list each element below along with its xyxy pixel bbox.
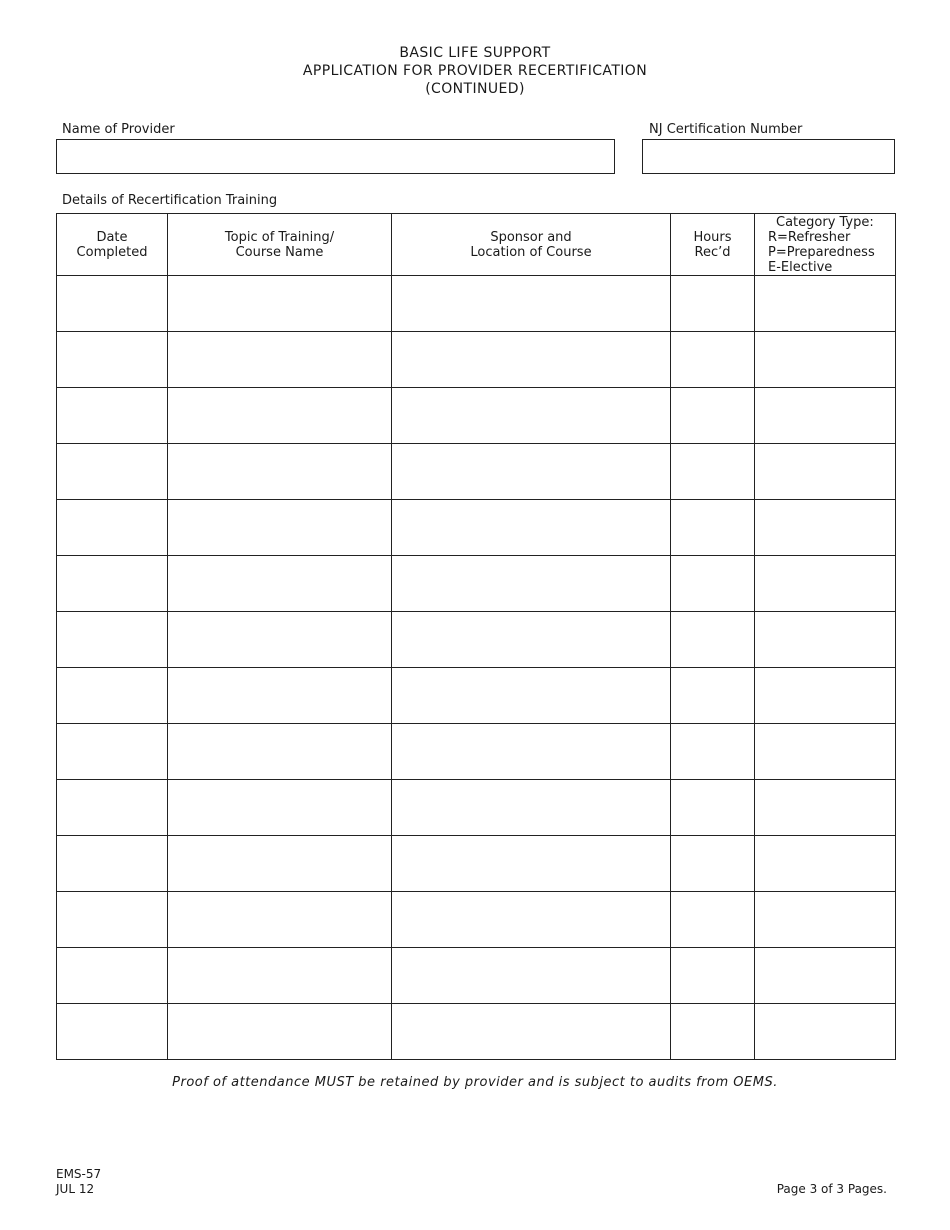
attendance-note: Proof of attendance MUST be retained by provider and is subject to audits from OEMS. — [172, 1075, 778, 1090]
col-date-completed: Date Completed — [57, 214, 168, 276]
date-cell[interactable] — [57, 1004, 168, 1060]
hours-cell[interactable] — [671, 388, 755, 444]
date-cell[interactable] — [57, 444, 168, 500]
topic-cell[interactable] — [168, 556, 392, 612]
category-cell[interactable] — [755, 276, 896, 332]
sponsor-cell[interactable] — [392, 500, 671, 556]
sponsor-cell[interactable] — [392, 556, 671, 612]
title-line-1: BASIC LIFE SUPPORT — [399, 45, 551, 61]
category-cell[interactable] — [755, 780, 896, 836]
category-cell[interactable] — [755, 668, 896, 724]
form-title — [0, 44, 950, 98]
table-row — [57, 556, 896, 612]
category-cell[interactable] — [755, 612, 896, 668]
date-cell[interactable] — [57, 780, 168, 836]
date-cell[interactable] — [57, 500, 168, 556]
training-table — [56, 213, 896, 1060]
date-cell[interactable] — [57, 276, 168, 332]
hours-cell[interactable] — [671, 500, 755, 556]
table-row — [57, 780, 896, 836]
topic-cell[interactable] — [168, 1004, 392, 1060]
category-cell[interactable] — [755, 388, 896, 444]
sponsor-cell[interactable] — [392, 892, 671, 948]
hours-cell[interactable] — [671, 444, 755, 500]
date-cell[interactable] — [57, 332, 168, 388]
topic-cell[interactable] — [168, 892, 392, 948]
topic-cell[interactable] — [168, 948, 392, 1004]
hours-cell[interactable] — [671, 724, 755, 780]
form-id: EMS-57 — [56, 1167, 102, 1181]
category-cell[interactable] — [755, 836, 896, 892]
date-cell[interactable] — [57, 892, 168, 948]
date-cell[interactable] — [57, 556, 168, 612]
col-hours: Hours Rec’d — [671, 214, 755, 276]
table-row — [57, 1004, 896, 1060]
category-cell[interactable] — [755, 892, 896, 948]
hours-cell[interactable] — [671, 836, 755, 892]
date-cell[interactable] — [57, 668, 168, 724]
sponsor-cell[interactable] — [392, 780, 671, 836]
cert-number-field[interactable] — [642, 139, 895, 174]
date-cell[interactable] — [57, 724, 168, 780]
sponsor-cell[interactable] — [392, 724, 671, 780]
provider-name-label: Name of Provider — [62, 122, 175, 137]
category-cell[interactable] — [755, 444, 896, 500]
training-section-label: Details of Recertification Training — [62, 193, 278, 208]
provider-name-field[interactable] — [56, 139, 615, 174]
category-cell[interactable] — [755, 332, 896, 388]
topic-cell[interactable] — [168, 668, 392, 724]
date-cell[interactable] — [57, 612, 168, 668]
table-row — [57, 612, 896, 668]
topic-cell[interactable] — [168, 500, 392, 556]
table-row — [57, 444, 896, 500]
page-number: Page 3 of 3 Pages. — [776, 1182, 887, 1196]
topic-cell[interactable] — [168, 332, 392, 388]
col-topic: Topic of Training/ Course Name — [168, 214, 392, 276]
form-code — [56, 1167, 101, 1197]
hours-cell[interactable] — [671, 332, 755, 388]
table-header-row — [57, 214, 896, 276]
topic-cell[interactable] — [168, 724, 392, 780]
table-row — [57, 332, 896, 388]
category-cell[interactable] — [755, 948, 896, 1004]
sponsor-cell[interactable] — [392, 836, 671, 892]
topic-cell[interactable] — [168, 780, 392, 836]
table-row — [57, 948, 896, 1004]
form-date: JUL 12 — [56, 1182, 95, 1196]
table-row — [57, 836, 896, 892]
category-cell[interactable] — [755, 724, 896, 780]
hours-cell[interactable] — [671, 668, 755, 724]
table-row — [57, 724, 896, 780]
hours-cell[interactable] — [671, 892, 755, 948]
topic-cell[interactable] — [168, 612, 392, 668]
cert-number-label: NJ Certification Number — [649, 122, 803, 137]
hours-cell[interactable] — [671, 1004, 755, 1060]
topic-cell[interactable] — [168, 836, 392, 892]
sponsor-cell[interactable] — [392, 332, 671, 388]
topic-cell[interactable] — [168, 388, 392, 444]
training-rows — [57, 276, 896, 1060]
col-sponsor: Sponsor and Location of Course — [392, 214, 671, 276]
hours-cell[interactable] — [671, 612, 755, 668]
col-category-type: Category Type: R=Refresher P=Preparedness E-Elective — [755, 214, 896, 276]
date-cell[interactable] — [57, 836, 168, 892]
sponsor-cell[interactable] — [392, 948, 671, 1004]
table-row — [57, 388, 896, 444]
topic-cell[interactable] — [168, 444, 392, 500]
table-row — [57, 276, 896, 332]
title-line-3: (CONTINUED) — [425, 81, 525, 97]
sponsor-cell[interactable] — [392, 668, 671, 724]
sponsor-cell[interactable] — [392, 612, 671, 668]
sponsor-cell[interactable] — [392, 1004, 671, 1060]
table-row — [57, 668, 896, 724]
sponsor-cell[interactable] — [392, 276, 671, 332]
hours-cell[interactable] — [671, 780, 755, 836]
category-cell[interactable] — [755, 1004, 896, 1060]
date-cell[interactable] — [57, 388, 168, 444]
title-line-2: APPLICATION FOR PROVIDER RECERTIFICATION — [302, 63, 648, 79]
sponsor-cell[interactable] — [392, 444, 671, 500]
table-row — [57, 892, 896, 948]
topic-cell[interactable] — [168, 276, 392, 332]
date-cell[interactable] — [57, 948, 168, 1004]
hours-cell[interactable] — [671, 276, 755, 332]
hours-cell[interactable] — [671, 948, 755, 1004]
hours-cell[interactable] — [671, 556, 755, 612]
category-cell[interactable] — [755, 500, 896, 556]
sponsor-cell[interactable] — [392, 388, 671, 444]
table-row — [57, 500, 896, 556]
category-cell[interactable] — [755, 556, 896, 612]
